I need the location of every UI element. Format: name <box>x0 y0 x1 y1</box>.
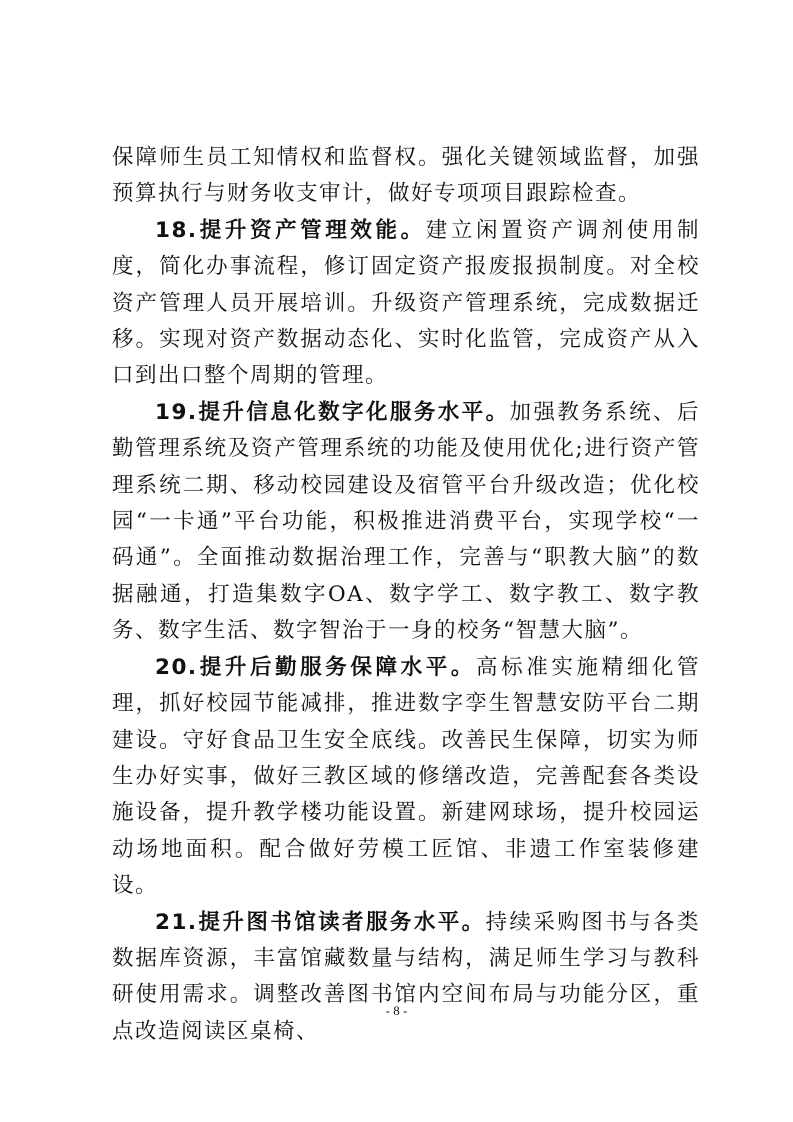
paragraph-item-20 <box>112 650 700 905</box>
paragraph-item-21 <box>112 905 700 1051</box>
paragraph-text: 高标准实施精细化管理，抓好校园节能减排，推进数字孪生智慧安防平台二期建设。守好食品卫生安全底线。改善民生保障，切实为师生办好实事，做好三教区域的修缮改造，完善配套各类设施设备，提升教学楼功能设置。新建网球场，提升校园运动场地面积。配合做好劳模工匠馆、非遗工作室装修建设。 <box>112 654 700 899</box>
page-number: - 8 - <box>385 1003 408 1018</box>
paragraph-text: 加强教务系统、后勤管理系统及资产管理系统的功能及使用优化;进行资产管理系统二期、移动校园建设及宿管平台升级改造；优化校园“一卡通”平台功能，积极推进消费平台，实现学校“一码通”。全面推动数据治理工作，完善与“职教大脑”的数据融通，打造集数字OA、数字学工、数字教工、数字教务、数字生活、数字智治于一身的校务“智慧大脑”。 <box>112 399 700 644</box>
paragraph-item-19 <box>112 395 700 650</box>
paragraph-heading: 18.提升资产管理效能。 <box>155 217 426 243</box>
paragraph-continuation <box>112 140 700 213</box>
paragraph-text: 持续采购图书与各类数据库资源，丰富馆藏数量与结构，满足师生学习与教科研使用需求。调整改善图书馆内空间布局与功能分区，重点改造阅读区桌椅、 <box>112 909 700 1044</box>
document-body <box>112 140 700 1050</box>
paragraph-heading: 21.提升图书馆读者服务水平。 <box>155 909 486 935</box>
paragraph-text: 建立闲置资产调剂使用制度，简化办事流程，修订固定资产报废报损制度。对全校资产管理人员开展培训。升级资产管理系统，完成数据迁移。实现对资产数据动态化、实时化监管，完成资产从入口到出口整个周期的管理。 <box>112 217 700 389</box>
paragraph-heading: 19.提升信息化数字化服务水平。 <box>155 399 510 425</box>
paragraph-heading: 20.提升后勤服务保障水平。 <box>155 654 477 680</box>
paragraph-item-18 <box>112 213 700 395</box>
paragraph-text: 保障师生员工知情权和监督权。强化关键领域监督，加强预算执行与财务收支审计，做好专项项目跟踪检查。 <box>112 145 700 207</box>
